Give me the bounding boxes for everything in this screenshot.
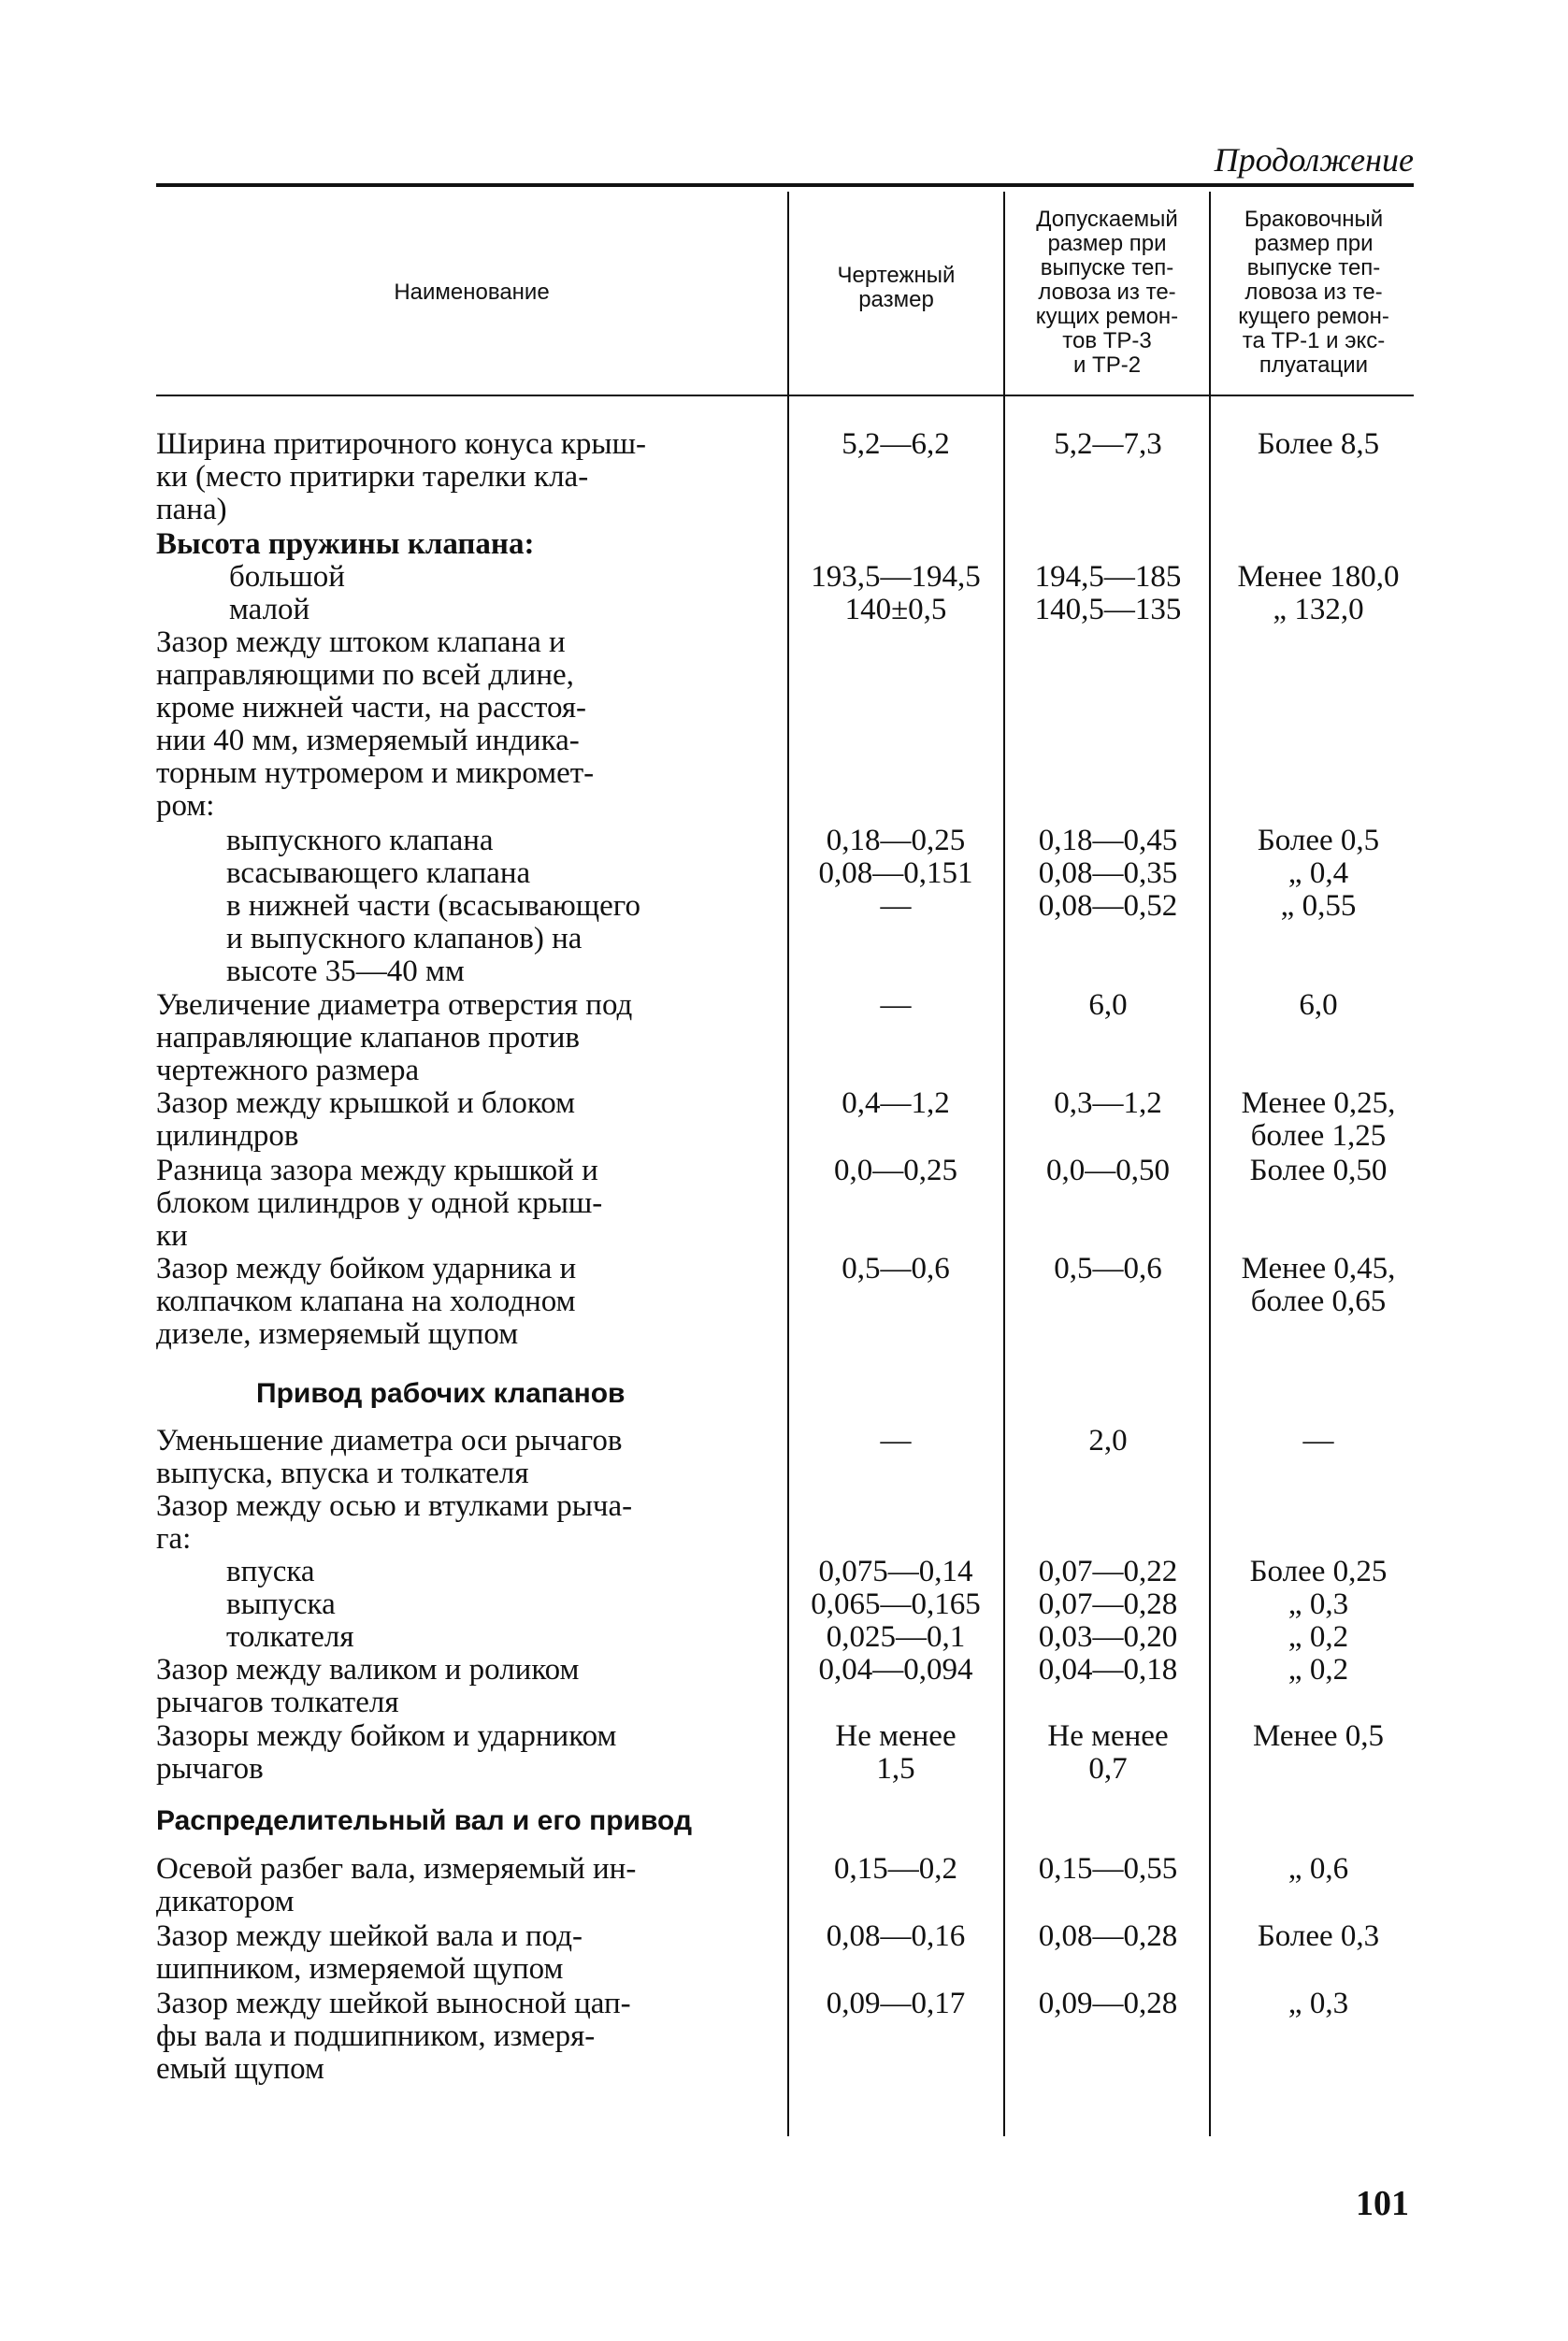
row-drawing-size: 0,08—0,151: [818, 856, 973, 890]
row-reject-size: Менее 0,5: [1252, 1719, 1384, 1753]
row-name: большой: [229, 560, 345, 594]
row-drawing-size: —: [880, 1424, 912, 1458]
row-permissible-size: 0,08—0,52: [1038, 889, 1178, 923]
row-reject-size: Более 0,50: [1249, 1154, 1388, 1187]
row-name: Зазор между осью и втулками рыча- га:: [156, 1489, 633, 1556]
row-reject-size: Более 0,5: [1257, 824, 1380, 857]
row-permissible-size: 2,0: [1088, 1424, 1128, 1458]
row-name: Разница зазора между крышкой и блоком цилиндров у одной крыш- ки: [156, 1154, 603, 1253]
row-drawing-size: 0,04—0,094: [818, 1653, 973, 1687]
row-reject-size: Менее 0,25, более 1,25: [1241, 1086, 1396, 1153]
row-drawing-size: 140±0,5: [844, 593, 947, 626]
row-permissible-size: 0,07—0,28: [1038, 1587, 1178, 1621]
row-name: Зазор между крышкой и блоком цилиндров: [156, 1086, 575, 1153]
row-name: выпуска: [226, 1587, 336, 1621]
row-permissible-size: 5,2—7,3: [1054, 427, 1162, 461]
row-reject-size: 6,0: [1299, 988, 1338, 1022]
row-permissible-size: 0,15—0,55: [1038, 1852, 1178, 1886]
row-reject-size: „ 132,0: [1273, 593, 1364, 626]
row-drawing-size: 5,2—6,2: [842, 427, 950, 461]
row-drawing-size: 0,065—0,165: [811, 1587, 981, 1621]
row-name: Зазор между шейкой выносной цап- фы вала и подшипником, измеря- емый щупом: [156, 1987, 631, 2086]
row-reject-size: „ 0,4: [1287, 856, 1349, 890]
header-bottom-rule: [156, 395, 1414, 396]
row-drawing-size: 0,08—0,16: [826, 1919, 966, 1953]
row-name: Высота пружины клапана:: [156, 527, 535, 561]
row-drawing-size: 0,5—0,6: [842, 1252, 950, 1285]
row-drawing-size: 193,5—194,5: [811, 560, 981, 594]
row-name: Ширина притирочного конуса крыш- ки (место притирки тарелки кла- пана): [156, 427, 647, 526]
row-drawing-size: 0,0—0,25: [834, 1154, 957, 1187]
row-drawing-size: —: [880, 889, 912, 923]
row-name: Зазор между шейкой вала и под- шипником, измеряемой щупом: [156, 1919, 583, 1986]
section-heading: Привод рабочих клапанов: [256, 1378, 626, 1409]
table-top-rule: [156, 183, 1414, 187]
row-permissible-size: 140,5—135: [1034, 593, 1182, 626]
row-name: Уменьшение диаметра оси рычагов выпуска, впуска и толкателя: [156, 1424, 623, 1490]
row-reject-size: Более 0,3: [1257, 1919, 1380, 1953]
row-name: впуска: [226, 1555, 315, 1588]
row-drawing-size: 0,18—0,25: [826, 824, 966, 857]
page-number: 101: [1356, 2184, 1409, 2223]
row-reject-size: „ 0,6: [1287, 1852, 1349, 1886]
row-reject-size: Более 8,5: [1257, 427, 1380, 461]
row-name: Осевой разбег вала, измеряемый ин- дикатором: [156, 1852, 637, 1918]
row-reject-size: „ 0,3: [1287, 1987, 1349, 2020]
row-reject-size: Более 0,25: [1249, 1555, 1388, 1588]
row-reject-size: „ 0,3: [1287, 1587, 1349, 1621]
row-permissible-size: Не менее 0,7: [1047, 1719, 1169, 1786]
row-drawing-size: 0,09—0,17: [826, 1987, 966, 2020]
row-permissible-size: 0,03—0,20: [1038, 1620, 1178, 1654]
row-reject-size: Менее 180,0: [1237, 560, 1400, 594]
row-drawing-size: 0,15—0,2: [834, 1852, 957, 1886]
row-drawing-size: —: [880, 988, 912, 1022]
row-reject-size: „ 0,55: [1280, 889, 1357, 923]
row-drawing-size: 0,075—0,14: [818, 1555, 973, 1588]
row-permissible-size: 0,0—0,50: [1046, 1154, 1170, 1187]
section-heading: Распределительный вал и его привод: [156, 1805, 692, 1836]
row-name: выпускного клапана: [226, 824, 494, 857]
row-permissible-size: 6,0: [1088, 988, 1128, 1022]
row-drawing-size: 0,4—1,2: [842, 1086, 950, 1120]
row-permissible-size: 0,09—0,28: [1038, 1987, 1178, 2020]
row-name: всасывающего клапана: [226, 856, 531, 890]
row-reject-size: —: [1302, 1424, 1334, 1458]
row-name: Зазор между штоком клапана и направляющими по всей длине, кроме нижней части, на расстоя- нии 40 мм, измеряемый индика- торным нутромером и микромет- ром:: [156, 625, 595, 823]
row-permissible-size: 0,08—0,35: [1038, 856, 1178, 890]
row-name: толкателя: [226, 1620, 354, 1654]
row-name: малой: [229, 593, 310, 626]
row-reject-size: Менее 0,45, более 0,65: [1241, 1252, 1396, 1318]
header-name: Наименование: [394, 280, 550, 305]
row-drawing-size: Не менее 1,5: [835, 1719, 957, 1786]
row-permissible-size: 0,08—0,28: [1038, 1919, 1178, 1953]
row-reject-size: „ 0,2: [1287, 1653, 1349, 1687]
row-permissible-size: 0,5—0,6: [1054, 1252, 1162, 1285]
row-drawing-size: 0,025—0,1: [826, 1620, 966, 1654]
row-name: Зазор между валиком и роликом рычагов толкателя: [156, 1653, 580, 1719]
row-permissible-size: 0,18—0,45: [1038, 824, 1178, 857]
row-permissible-size: 0,04—0,18: [1038, 1653, 1178, 1687]
continuation-caption: Продолжение: [1214, 141, 1414, 179]
row-name: Увеличение диаметра отверстия под направляющие клапанов против чертежного размера: [156, 988, 633, 1087]
row-permissible-size: 194,5—185: [1034, 560, 1182, 594]
row-name: Зазор между бойком ударника и колпачком клапана на холодном дизеле, измеряемый щупом: [156, 1252, 577, 1351]
header-drawing-size: Чертежный размер: [837, 263, 956, 312]
row-reject-size: „ 0,2: [1287, 1620, 1349, 1654]
header-reject-size: Браковочный размер при выпуске теп- ловоза из те- кущего ремон- та ТР-1 и экс- плуатации: [1238, 207, 1389, 378]
row-name: Зазоры между бойком и ударником рычагов: [156, 1719, 617, 1786]
row-permissible-size: 0,07—0,22: [1038, 1555, 1178, 1588]
row-permissible-size: 0,3—1,2: [1054, 1086, 1162, 1120]
header-permissible-size: Допускаемый размер при выпуске теп- ловоза из те- кущих ремон- тов ТР-3 и ТР-2: [1035, 207, 1179, 378]
row-name: в нижней части (всасывающего и выпускного клапанов) на высоте 35—40 мм: [226, 889, 641, 988]
